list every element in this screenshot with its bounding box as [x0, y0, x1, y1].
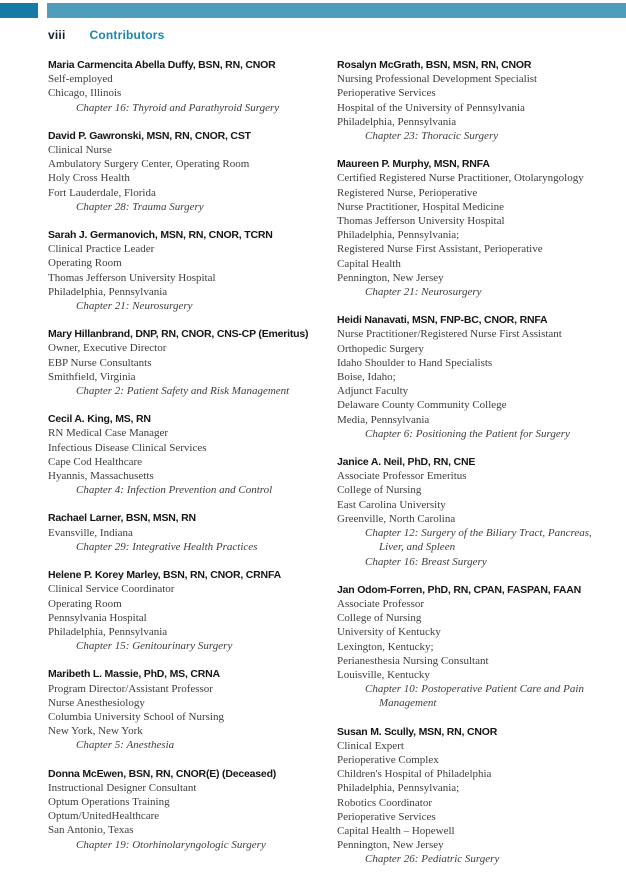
- contributor-chapter: Chapter 10: Postoperative Patient Care and Pain Management: [365, 683, 584, 710]
- contributor-detail-line: Philadelphia, Pennsylvania;: [337, 229, 460, 242]
- right-column: [337, 58, 612, 881]
- contributor-chapter: Chapter 16: Thyroid and Parathyroid Surgery: [76, 101, 280, 114]
- contributor-detail-line: Robotics Coordinator: [337, 796, 433, 809]
- contributor-detail-line: Thomas Jefferson University Hospital: [337, 215, 505, 228]
- contributor-entry: [48, 511, 323, 554]
- contributor-detail-line: Self-employed: [48, 73, 113, 86]
- contributor-detail-line: Capital Health: [337, 257, 401, 270]
- contributor-detail-line: Ambulatory Surgery Center, Operating Room: [48, 158, 250, 171]
- contributor-detail-line: Clinical Practice Leader: [48, 243, 155, 256]
- page-title: Contributors: [89, 28, 165, 42]
- contributor-detail-line: East Carolina University: [337, 498, 446, 511]
- page-number: viii: [48, 28, 66, 42]
- contributor-detail-line: Instructional Designer Consultant: [48, 781, 197, 794]
- contributor-chapter: Chapter 29: Integrative Health Practices: [76, 540, 258, 553]
- contributor-columns: [48, 58, 612, 881]
- contributor-detail-line: Evansville, Indiana: [48, 526, 133, 539]
- contributor-chapter: Chapter 23: Thoracic Surgery: [365, 130, 499, 143]
- contributor-detail-line: Perioperative Services: [337, 87, 436, 100]
- contributor-detail-line: Adjunct Faculty: [337, 385, 409, 398]
- contributor-detail-line: Orthopedic Surgery: [337, 342, 424, 355]
- contributor-detail-line: Owner, Executive Director: [48, 342, 167, 355]
- contributor-chapter: Chapter 21: Neurosurgery: [365, 286, 482, 299]
- contributor-detail-line: Perioperative Services: [337, 810, 436, 823]
- contributor-detail-line: Registered Nurse, Perioperative: [337, 186, 478, 199]
- contributor-detail-line: Capital Health – Hopewell: [337, 824, 455, 837]
- contributor-detail-line: Idaho Shoulder to Hand Specialists: [337, 356, 493, 369]
- contributor-chapter: Chapter 19: Otorhinolaryngologic Surgery: [76, 838, 266, 851]
- contributor-name: Rosalyn McGrath, BSN, MSN, RN, CNOR: [337, 59, 532, 71]
- contributor-entry: [337, 455, 612, 569]
- contributor-detail-line: Chicago, Illinois: [48, 87, 122, 100]
- contributor-detail-line: EBP Nurse Consultants: [48, 356, 152, 369]
- contributor-detail-line: College of Nursing: [337, 484, 422, 497]
- contributor-detail-line: Nurse Practitioner, Hospital Medicine: [337, 200, 504, 213]
- contributor-detail-line: Clinical Expert: [337, 739, 404, 752]
- contributor-name: Janice A. Neil, PhD, RN, CNE: [337, 456, 476, 469]
- contributor-name: Maria Carmencita Abella Duffy, BSN, RN, CNOR: [48, 59, 276, 71]
- contributor-detail-line: Philadelphia, Pennsylvania: [48, 625, 168, 638]
- contributor-name: David P. Gawronski, MSN, RN, CNOR, CST: [48, 129, 251, 142]
- contributor-entry: [48, 129, 323, 214]
- contributor-chapter: Chapter 2: Patient Safety and Risk Management: [76, 385, 290, 398]
- contributor-detail-line: Boise, Idaho;: [337, 371, 396, 384]
- contributor-detail-line: Pennington, New Jersey: [337, 271, 444, 284]
- contributor-name: Jan Odom-Forren, PhD, RN, CPAN, FASPAN, FAAN: [337, 583, 581, 596]
- running-head: [48, 28, 610, 42]
- contributor-name: Maureen P. Murphy, MSN, RNFA: [337, 158, 490, 171]
- contributor-detail-line: Delaware County Community College: [337, 399, 507, 412]
- contributor-detail-line: Hyannis, Massachusetts: [48, 470, 154, 483]
- contributor-detail-line: Optum Operations Training: [48, 795, 170, 808]
- contributor-entry: [337, 313, 612, 441]
- contributor-detail-line: Perianesthesia Nursing Consultant: [337, 654, 489, 667]
- contributor-entry: [48, 667, 323, 752]
- contributor-entry: [48, 568, 323, 653]
- contributor-entry: [48, 412, 323, 497]
- contributor-detail-line: Operating Room: [48, 597, 122, 610]
- contributor-chapter: Chapter 5: Anesthesia: [76, 739, 175, 752]
- contributor-detail-line: Associate Professor: [337, 597, 425, 610]
- contributor-detail-line: Perioperative Complex: [337, 753, 439, 766]
- contributor-chapter: Chapter 21: Neurosurgery: [76, 300, 193, 313]
- contributor-entry: [337, 58, 612, 143]
- contributor-detail-line: Certified Registered Nurse Practitioner, Otolaryngology: [337, 172, 584, 185]
- contributor-detail-line: Pennsylvania Hospital: [48, 611, 147, 624]
- left-column: [48, 58, 323, 881]
- contributor-name: Sarah J. Germanovich, MSN, RN, CNOR, TCRN: [48, 229, 273, 242]
- contributor-detail-line: Children's Hospital of Philadelphia: [337, 768, 492, 781]
- contributor-chapter: Chapter 26: Pediatric Surgery: [365, 853, 500, 866]
- contributor-entry: [337, 157, 612, 299]
- contributor-detail-line: Fort Lauderdale, Florida: [48, 186, 156, 199]
- contributor-entry: [48, 228, 323, 313]
- contributor-chapter: Chapter 16: Breast Surgery: [365, 555, 487, 568]
- contributor-entry: [337, 583, 612, 711]
- contributor-name: Cecil A. King, MS, RN: [48, 413, 151, 426]
- header-decoration-bar: [0, 3, 626, 18]
- contributor-chapter: Chapter 28: Trauma Surgery: [76, 200, 204, 213]
- contributor-chapter: Chapter 6: Positioning the Patient for Surgery: [365, 427, 570, 440]
- contributor-detail-line: Columbia University School of Nursing: [48, 710, 224, 723]
- contributor-detail-line: Lexington, Kentucky;: [337, 640, 434, 653]
- contributor-name: Susan M. Scully, MSN, RN, CNOR: [337, 725, 498, 738]
- header-bar-light-strip: [47, 3, 626, 18]
- contributor-detail-line: San Antonio, Texas: [48, 824, 134, 837]
- contributor-entry: [337, 725, 612, 867]
- contributor-entry: [48, 58, 323, 115]
- contributor-detail-line: Program Director/Assistant Professor: [48, 682, 213, 695]
- contributor-detail-line: College of Nursing: [337, 612, 422, 625]
- contributor-chapter: Chapter 12: Surgery of the Biliary Tract, Pancreas, Liver, and Spleen: [365, 527, 592, 554]
- contributor-chapter: Chapter 4: Infection Prevention and Control: [76, 484, 273, 497]
- contributor-detail-line: Louisville, Kentucky: [337, 668, 430, 681]
- contributor-detail-line: Thomas Jefferson University Hospital: [48, 271, 216, 284]
- contributor-detail-line: Clinical Nurse: [48, 144, 112, 157]
- contributor-detail-line: Smithfield, Virginia: [48, 370, 136, 383]
- contributor-entry: [48, 767, 323, 852]
- contributor-name: Mary Hillanbrand, DNP, RN, CNOR, CNS-CP (Emeritus): [48, 328, 309, 341]
- contributor-detail-line: Nurse Practitioner/Registered Nurse First Assistant: [337, 328, 562, 341]
- contributor-detail-line: Media, Pennsylvania: [337, 413, 430, 426]
- contributor-detail-line: Optum/UnitedHealthcare: [48, 810, 160, 823]
- contributor-detail-line: Nurse Anesthesiology: [48, 696, 145, 709]
- contributor-detail-line: Infectious Disease Clinical Services: [48, 441, 207, 454]
- contributor-detail-line: New York, New York: [48, 725, 143, 738]
- contributor-detail-line: University of Kentucky: [337, 626, 441, 639]
- contributor-detail-line: Hospital of the University of Pennsylvania: [337, 101, 525, 114]
- contributor-detail-line: Philadelphia, Pennsylvania;: [337, 782, 460, 795]
- contributor-detail-line: Operating Room: [48, 257, 122, 270]
- contributor-chapter: Chapter 15: Genitourinary Surgery: [76, 640, 233, 653]
- contributor-name: Heidi Nanavati, MSN, FNP-BC, CNOR, RNFA: [337, 314, 548, 327]
- contributor-name: Rachael Larner, BSN, MSN, RN: [48, 512, 196, 525]
- contributor-detail-line: RN Medical Case Manager: [48, 427, 169, 440]
- contributor-name: Maribeth L. Massie, PhD, MS, CRNA: [48, 668, 220, 681]
- header-bar-gap: [38, 3, 47, 18]
- contributor-name: Helene P. Korey Marley, BSN, RN, CNOR, CRNFA: [48, 569, 281, 582]
- contributor-detail-line: Greenville, North Carolina: [337, 512, 456, 525]
- contributor-detail-line: Cape Cod Healthcare: [48, 455, 143, 468]
- contributor-detail-line: Philadelphia, Pennsylvania: [48, 285, 168, 298]
- contributor-name: Donna McEwen, BSN, RN, CNOR(E) (Deceased): [48, 767, 277, 780]
- contributor-detail-line: Registered Nurse First Assistant, Perioperative: [337, 243, 543, 256]
- contributor-detail-line: Pennington, New Jersey: [337, 839, 444, 852]
- contributor-entry: [48, 327, 323, 398]
- contributor-detail-line: Philadelphia, Pennsylvania: [337, 115, 457, 128]
- header-bar-dark-block: [0, 3, 38, 18]
- contributor-detail-line: Holy Cross Health: [48, 172, 130, 185]
- contributor-detail-line: Clinical Service Coordinator: [48, 583, 175, 596]
- contributor-detail-line: Associate Professor Emeritus: [337, 470, 467, 483]
- contributor-detail-line: Nursing Professional Development Specialist: [337, 73, 538, 86]
